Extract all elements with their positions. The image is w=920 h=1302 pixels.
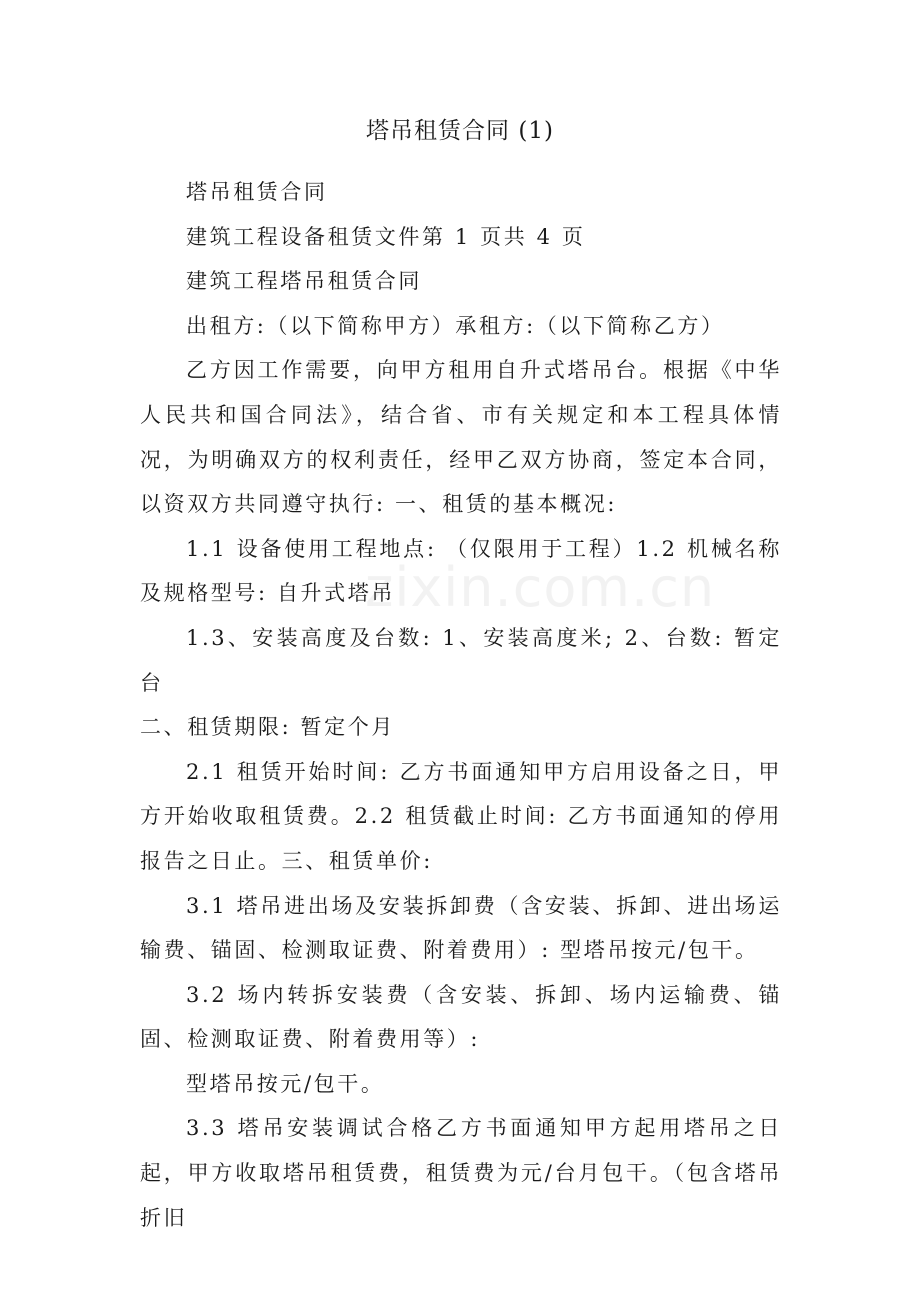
- paragraph: 1.3、安装高度及台数: 1、安装高度米; 2、台数: 暂定台: [140, 625, 782, 695]
- watermark: zixin.com.cn: [365, 556, 716, 619]
- document-body: [140, 170, 782, 1240]
- paragraph: 建筑工程塔吊租赁合同: [186, 269, 422, 294]
- paragraph: 1.1 设备使用工程地点: （仅限用于工程）1.2 机械名称及规格型号: 自升式塔吊: [140, 536, 782, 606]
- paragraph: 出租方:（以下简称甲方）承租方:（以下简称乙方）: [186, 313, 725, 338]
- paragraph: 3.2 场内转拆安装费（含安装、拆卸、场内运输费、锚固、检测取证费、附着费用等）:: [140, 982, 782, 1052]
- paragraph: 塔吊租赁合同: [186, 180, 328, 204]
- document-title: 塔吊租赁合同 (1): [366, 118, 554, 144]
- paragraph: 乙方因工作需要，向甲方租用自升式塔吊台。根据《中华人民共和国合同法》，结合省、市有关规定和本工程具体情况，为明确双方的权利责任，经甲乙双方协商，签定本合同，以资双方共同遵守执行: 一、租赁的基本概况:: [140, 358, 782, 517]
- paragraph: 建筑工程设备租赁文件第 1 页共 4 页: [186, 224, 586, 249]
- paragraph: 2.1 租赁开始时间: 乙方书面通知甲方启用设备之日，甲方开始收取租赁费。2.2 租赁截止时间: 乙方书面通知的停用报告之日止。三、租赁单价:: [140, 759, 782, 873]
- section-heading: 二、租赁期限: 暂定个月: [140, 715, 395, 740]
- paragraph: 3.3 塔吊安装调试合格乙方书面通知甲方起用塔吊之日起，甲方收取塔吊租赁费，租赁费为元/台月包干。（包含塔吊折旧: [140, 1116, 782, 1230]
- paragraph: 3.1 塔吊进出场及安装拆卸费（含安装、拆卸、进出场运输费、锚固、检测取证费、附着费用）: 型塔吊按元/包干。: [140, 893, 782, 963]
- paragraph: 型塔吊按元/包干。: [186, 1071, 385, 1096]
